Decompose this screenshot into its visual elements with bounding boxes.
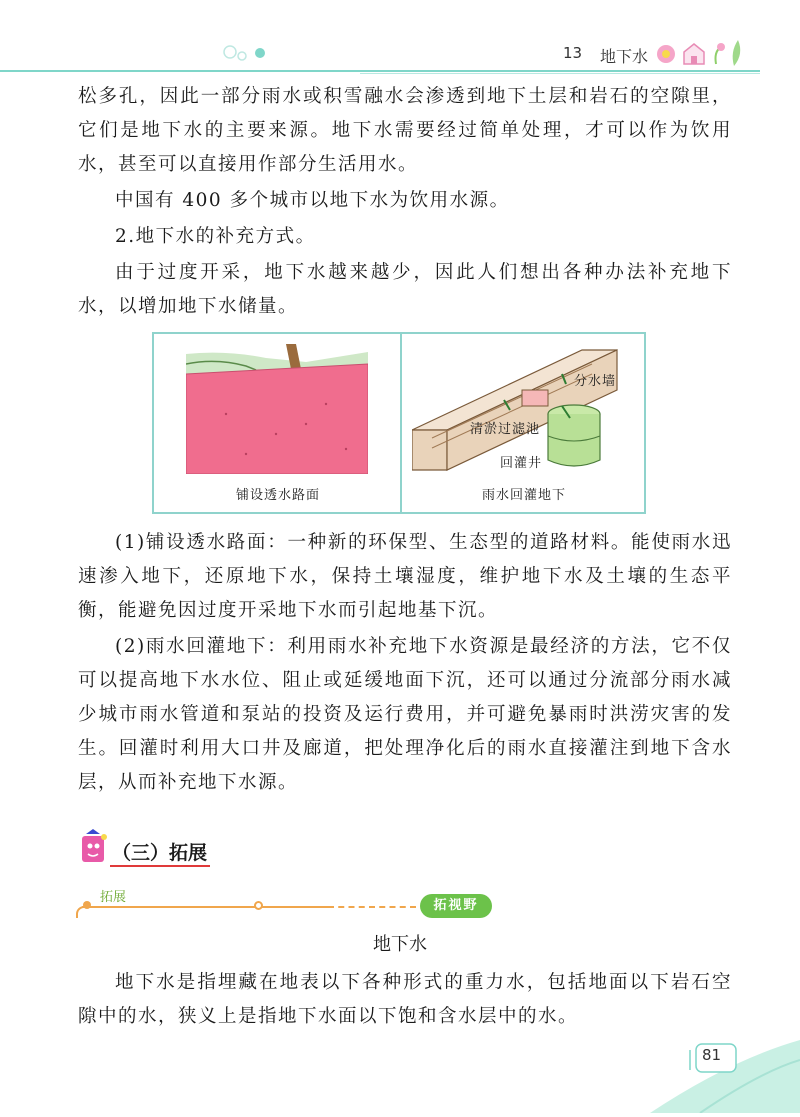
- broaden-horizon-badge: 拓视野: [420, 894, 492, 918]
- paragraph-groundwater-source: 松多孔，因此一部分雨水或积雪融水会渗透到地下土层和岩石的空隙里，它们是地下水的主要来源。地下水需要经过简单处理，才可以作为饮用水，甚至可以直接用作部分生活用水。: [78, 86, 732, 175]
- extension-ring-dot: [254, 901, 263, 910]
- page-number: 81: [702, 1046, 722, 1064]
- label-recharge-well: 回灌井: [500, 456, 543, 471]
- extension-dot: [83, 901, 91, 909]
- caption-permeable-pavement: 铺设透水路面: [235, 488, 320, 503]
- extension-label: 拓展: [100, 890, 127, 905]
- extension-dashed-line: [328, 906, 416, 908]
- extension-line-segment: [262, 906, 328, 908]
- section-heading-underline: [110, 865, 210, 867]
- paragraph-permeable-pavement: (1)铺设透水路面：一种新的环保型、生态型的道路材料。能使雨水迅速渗入地下，还原地下水，保持土壤湿度，维护地下水及土壤的生态平衡，能避免因过度开采地下水而引起地基下沉。: [78, 532, 732, 621]
- page-corner-decoration: [650, 1040, 800, 1117]
- chapter-number: 13: [563, 44, 583, 62]
- caption-rainwater-recharge: 雨水回灌地下: [481, 488, 566, 503]
- extension-line: [82, 906, 258, 908]
- pavement-illustration: [186, 344, 368, 478]
- paragraph-overexploitation: 由于过度开采，地下水越来越少，因此人们想出各种办法补充地下水，以增加地下水储量。: [78, 262, 732, 317]
- section-heading: （三）拓展: [112, 842, 208, 864]
- header-flowers-house-icon: [654, 34, 746, 74]
- label-diversion-wall: 分水墙: [574, 374, 617, 389]
- figure-divider: [400, 334, 402, 512]
- header-rule: [0, 70, 760, 72]
- chapter-title: 地下水: [600, 47, 649, 66]
- extension-title: 地下水: [373, 934, 427, 955]
- paragraph-china-cities: 中国有 400 多个城市以地下水为饮用水源。: [115, 190, 510, 211]
- label-filter-pool: 清淤过滤池: [470, 422, 541, 437]
- paragraph-groundwater-definition: 地下水是指埋藏在地表以下各种形式的重力水，包括地面以下岩石空隙中的水，狭义上是指地下水面以下饱和含水层中的水。: [78, 972, 732, 1027]
- header-bubbles-decoration: [220, 40, 280, 74]
- paragraph-replenishment-heading: 2.地下水的补充方式。: [115, 226, 316, 247]
- paragraph-rainwater-recharge: (2)雨水回灌地下：利用雨水补充地下水资源是最经济的方法，它不仅可以提高地下水水位、阻止或延缓地面下沉，还可以通过分流部分雨水减少城市雨水管道和泵站的投资及运行费用，并可避免暴雨时洪涝灾害的发生。回灌时利用大口井及廊道，把处理净化后的雨水直接灌注到地下含水层，从而补充地下水源。: [78, 636, 732, 793]
- mascot-book-icon: [76, 828, 110, 868]
- figure-box: [152, 332, 646, 514]
